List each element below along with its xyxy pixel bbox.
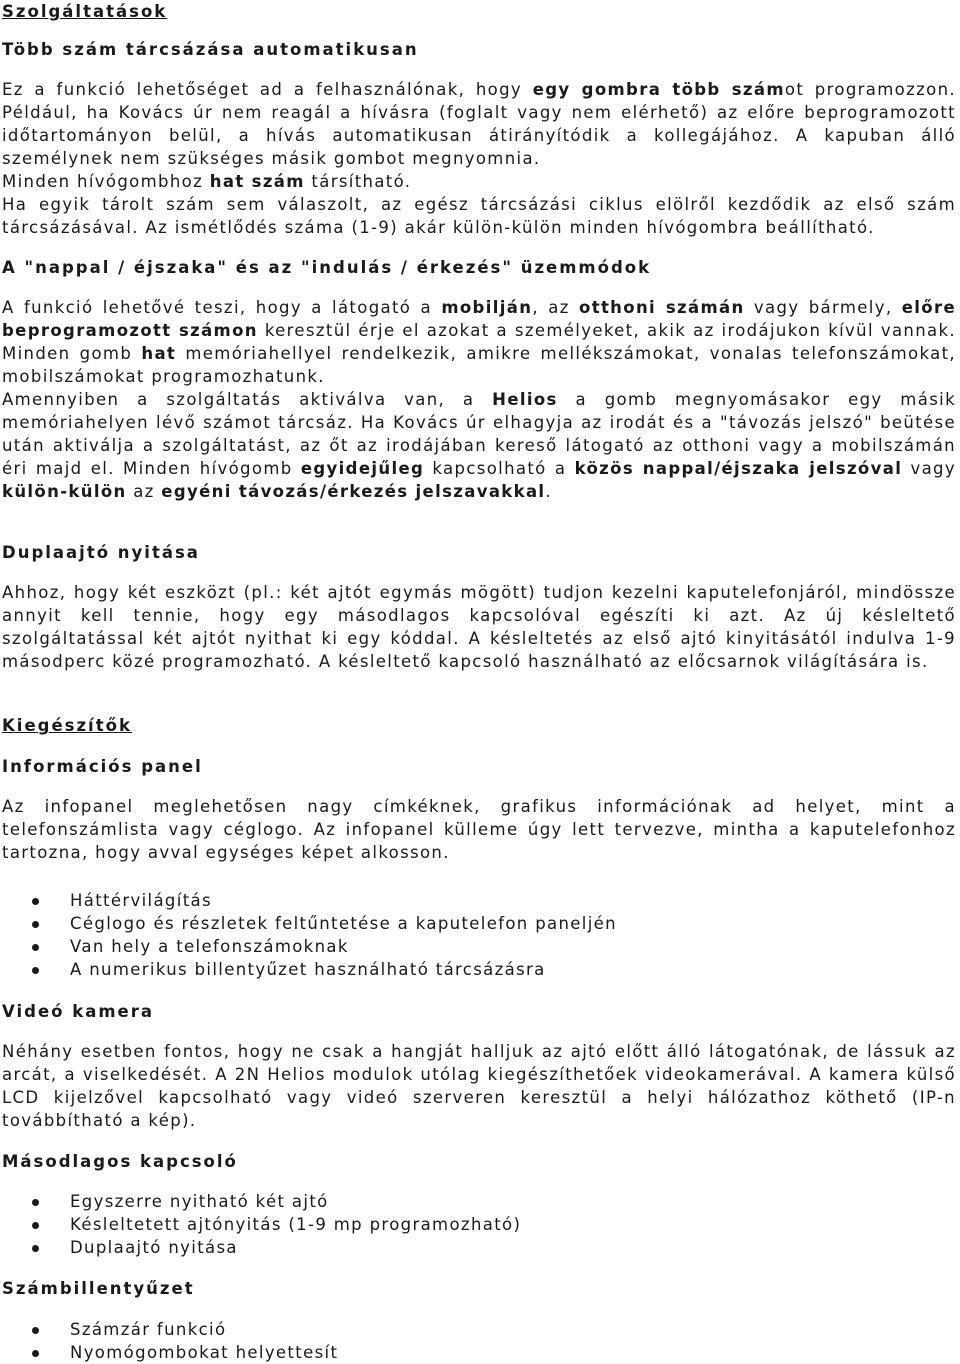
text-run: az bbox=[126, 482, 162, 501]
bold-run: hat szám bbox=[209, 172, 305, 191]
bullet-icon bbox=[32, 1350, 39, 1357]
list-item-text: Van hely a telefonszámoknak bbox=[70, 937, 349, 956]
text-run: , az bbox=[532, 298, 580, 317]
day-night-body bbox=[2, 296, 956, 503]
video-camera-body bbox=[2, 1040, 956, 1132]
heading-info-panel: Információs panel bbox=[2, 757, 203, 776]
list-item-text: Számzár funkció bbox=[70, 1320, 227, 1339]
double-door-paragraph-1: Ahhoz, hogy két eszközt (pl.: két ajtót egymás mögött) tudjon kezelni kaputelefonjáról, mindössze annyit kell tennie, hogy egy másodlagos kapcsolóval egészíti ki azt. Az új késleltető szolgáltatással két ajtót nyithat ki egy kóddal. A késleltetés az első ajtó kinyitásától indulva 1-9 másodperc közé programozható. A késleltető kapcsoló használható az előcsarnok világítására is. bbox=[2, 583, 956, 671]
text-run: vagy bbox=[902, 459, 956, 478]
multi-dial-paragraph-1 bbox=[2, 78, 956, 170]
list-item-text: Késleltetett ajtónyitás (1-9 mp programozható) bbox=[70, 1215, 522, 1234]
heading-keypad: Számbillentyűzet bbox=[2, 1279, 195, 1298]
text-run: Minden hívógombhoz bbox=[2, 172, 210, 191]
bold-run: hat bbox=[141, 344, 177, 363]
heading-double-door: Duplaajtó nyitása bbox=[2, 543, 200, 562]
day-night-paragraph-1 bbox=[2, 296, 956, 388]
video-camera-paragraph-1: Néhány esetben fontos, hogy ne csak a hangját halljuk az ajtó előtt álló látogatónak, de lássuk az arcát, a viselkedését. A 2N Helios modulok utólag kiegészíthetőek videokamerával. A kamera külső LCD kijelzővel kapcsolható vagy videó szerveren keresztül a helyi hálózathoz köthető (IP-n továbbítható a kép). bbox=[2, 1042, 956, 1130]
text-run: A funkció lehetővé teszi, hogy a látogató a bbox=[2, 298, 442, 317]
bullet-icon bbox=[32, 898, 39, 905]
text-run: Amennyiben a szolgáltatás aktiválva van, a bbox=[2, 390, 493, 409]
secondary-switch-bullet-list bbox=[2, 1190, 521, 1259]
bold-run: egyéni távozás/érkezés jelszavakkal bbox=[161, 482, 546, 501]
list-item bbox=[2, 889, 617, 912]
day-night-paragraph-2 bbox=[2, 388, 956, 503]
bold-run: külön-külön bbox=[2, 482, 127, 501]
keypad-bullet-list bbox=[2, 1318, 338, 1364]
heading-secondary-switch: Másodlagos kapcsoló bbox=[2, 1152, 238, 1171]
text-run: keresztül érje el azokat a személyeket, akik az irodájukon kívül vannak. Minden gomb bbox=[2, 321, 956, 363]
multi-dial-paragraph-3: Ha egyik tárolt szám sem válaszolt, az egész tárcsázási ciklus elölről kezdődik az első szám tárcsázásával. Az ismétlődés száma (1-9) akár külön-külön minden hívógombra beállítható. bbox=[2, 195, 956, 237]
list-item-text: A numerikus billentyűzet használható tárcsázásra bbox=[70, 960, 546, 979]
bold-run: előre beprogramozott számon bbox=[2, 298, 957, 340]
list-item bbox=[2, 1213, 521, 1236]
text-run: társítható. bbox=[304, 172, 412, 191]
bullet-icon bbox=[32, 1327, 39, 1334]
text-run: memóriahellyel rendelkezik, amikre mellékszámokat, vonalas telefonszámokat, mobilszámokat programozhatunk. bbox=[2, 344, 956, 386]
heading-video-camera: Videó kamera bbox=[2, 1002, 154, 1021]
bold-run: Helios bbox=[492, 390, 558, 409]
heading-multi-dial: Több szám tárcsázása automatikusan bbox=[2, 40, 419, 59]
bold-run: egy gombra több szám bbox=[532, 80, 785, 99]
list-item bbox=[2, 912, 617, 935]
text-run: a gomb megnyomásakor egy másik memóriahelyen lévő számot tárcsáz. Ha Kovács úr elhagyja az irodát és a "távozás jelszó" beütése után aktiválja a szolgáltatást, az őt az irodájában kereső látogató az otthoni vagy a mobilszámán éri majd el. Minden hívógomb bbox=[2, 390, 956, 478]
list-item-text: Nyomógombokat helyettesít bbox=[70, 1343, 339, 1362]
text-run: vagy bármely, bbox=[744, 298, 902, 317]
bullet-icon bbox=[32, 921, 39, 928]
info-panel-body bbox=[2, 795, 956, 864]
double-door-body bbox=[2, 581, 956, 673]
multi-dial-paragraph-2 bbox=[2, 170, 956, 193]
text-run: Ez a funkció lehetőséget ad a felhasználónak, hogy bbox=[2, 80, 533, 99]
list-item bbox=[2, 1318, 338, 1341]
list-item bbox=[2, 935, 617, 958]
info-panel-paragraph-1: Az infopanel meglehetősen nagy címkéknek, grafikus információnak ad helyet, mint a telefonszámlista vagy céglogo. Az infopanel külleme úgy lett tervezve, mintha a kaputelefonhoz tartozna, hogy avval egységes képet alkosson. bbox=[2, 797, 956, 862]
bullet-icon bbox=[32, 1199, 39, 1206]
text-run: kapcsolható a bbox=[424, 459, 575, 478]
bullet-icon bbox=[32, 1222, 39, 1229]
bold-run: egyidejűleg bbox=[300, 459, 425, 478]
list-item-text: Egyszerre nyitható két ajtó bbox=[70, 1192, 329, 1211]
section-title-services: Szolgáltatások bbox=[2, 2, 168, 21]
list-item bbox=[2, 1236, 521, 1259]
list-item-text: Háttérvilágítás bbox=[70, 891, 212, 910]
list-item-text: Céglogo és részletek feltűntetése a kaputelefon paneljén bbox=[70, 914, 617, 933]
text-run: ot programozzon. Például, ha Kovács úr nem reagál a hívásra (foglalt vagy nem elérhető) az előre beprogramozott időtartományon belül, a hívás automatikusan átirányítódik a kollegájához. A kapuban álló személynek nem szükséges másik gombot megnyomnia. bbox=[2, 80, 956, 168]
bold-run: közös nappal/éjszaka jelszóval bbox=[574, 459, 903, 478]
list-item-text: Duplaajtó nyitása bbox=[70, 1238, 238, 1257]
list-item bbox=[2, 1190, 521, 1213]
info-panel-bullet-list bbox=[2, 889, 617, 981]
text-run: . bbox=[545, 482, 553, 501]
multi-dial-body bbox=[2, 78, 956, 239]
bullet-icon bbox=[32, 967, 39, 974]
list-item bbox=[2, 1341, 338, 1364]
bold-run: mobilján bbox=[441, 298, 533, 317]
bullet-icon bbox=[32, 944, 39, 951]
heading-day-night: A "nappal / éjszaka" és az "indulás / érkezés" üzemmódok bbox=[2, 258, 652, 277]
bold-run: otthoni számán bbox=[579, 298, 745, 317]
list-item bbox=[2, 958, 617, 981]
section-title-accessories: Kiegészítők bbox=[2, 716, 132, 735]
bullet-icon bbox=[32, 1245, 39, 1252]
